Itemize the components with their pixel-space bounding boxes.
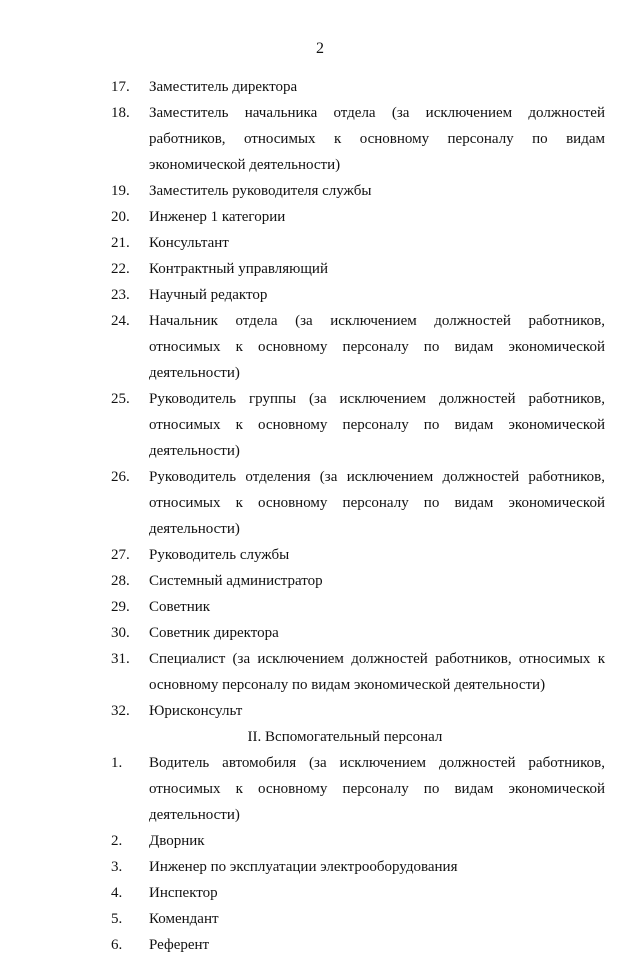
item-text: Контрактный управляющий xyxy=(149,261,328,277)
item-number: 23. xyxy=(111,287,130,303)
item-text: Заместитель руководителя службы xyxy=(149,183,372,199)
list-item xyxy=(73,282,605,308)
list-item xyxy=(73,698,605,724)
item-number: 27. xyxy=(111,547,130,563)
item-number: 17. xyxy=(111,79,130,95)
item-number: 19. xyxy=(111,183,130,199)
item-text: Референт xyxy=(149,937,210,953)
item-number: 21. xyxy=(111,235,130,251)
list-item xyxy=(73,880,605,906)
item-number: 1. xyxy=(111,755,123,771)
item-text: Руководитель отделения (за исключением должностей работников, относимых к основному персоналу по видам экономической деятельности) xyxy=(149,469,605,537)
list-item xyxy=(73,594,605,620)
list-item xyxy=(73,932,605,958)
item-text: Научный редактор xyxy=(149,287,268,303)
item-text: Инженер по эксплуатации электрооборудования xyxy=(149,859,458,875)
item-text: Начальник отдела (за исключением должностей работников, относимых к основному персоналу по видам экономической деятельности) xyxy=(149,313,605,381)
list-item xyxy=(73,386,605,464)
list-item xyxy=(73,854,605,880)
list-item xyxy=(73,256,605,282)
item-number: 31. xyxy=(111,651,130,667)
item-number: 28. xyxy=(111,573,130,589)
item-number: 2. xyxy=(111,833,123,849)
list-item xyxy=(73,178,605,204)
item-text: Советник xyxy=(149,599,211,615)
item-number: 18. xyxy=(111,105,130,121)
staff-list xyxy=(73,74,605,724)
item-text: Системный администратор xyxy=(149,573,323,589)
item-text: Инженер 1 категории xyxy=(149,209,286,225)
item-number: 20. xyxy=(111,209,130,225)
item-text: Заместитель директора xyxy=(149,79,298,95)
document-body xyxy=(73,74,605,958)
list-item xyxy=(73,204,605,230)
item-text: Советник директора xyxy=(149,625,279,641)
item-number: 30. xyxy=(111,625,130,641)
list-item xyxy=(73,230,605,256)
item-number: 4. xyxy=(111,885,123,901)
list-item xyxy=(73,620,605,646)
list-item xyxy=(73,308,605,386)
list-item xyxy=(73,74,605,100)
section-title: II. Вспомогательный персонал xyxy=(247,729,443,745)
list-item xyxy=(73,542,605,568)
item-text: Водитель автомобиля (за исключением должностей работников, относимых к основному персоналу по видам экономической деятельности) xyxy=(149,755,605,823)
item-number: 32. xyxy=(111,703,130,719)
item-text: Дворник xyxy=(149,833,205,849)
item-number: 6. xyxy=(111,937,123,953)
item-text: Юрисконсульт xyxy=(149,703,243,719)
item-text: Комендант xyxy=(149,911,219,927)
item-number: 5. xyxy=(111,911,123,927)
page-number: 2 xyxy=(316,40,324,57)
list-item xyxy=(73,750,605,828)
list-item xyxy=(73,646,605,698)
item-text: Специалист (за исключением должностей работников, относимых к основному персоналу по видам экономической деятельности) xyxy=(149,651,605,693)
item-text: Руководитель группы (за исключением должностей работников, относимых к основному персоналу по видам экономической деятельности) xyxy=(149,391,605,459)
auxiliary-staff-list xyxy=(73,750,605,958)
list-item xyxy=(73,828,605,854)
item-number: 22. xyxy=(111,261,130,277)
item-text: Заместитель начальника отдела (за исключением должностей работников, относимых к основному персоналу по видам экономической деятельности) xyxy=(149,105,605,173)
item-text: Руководитель службы xyxy=(149,547,290,563)
list-item xyxy=(73,464,605,542)
item-number: 26. xyxy=(111,469,130,485)
item-text: Инспектор xyxy=(149,885,218,901)
list-item xyxy=(73,100,605,178)
item-text: Консультант xyxy=(149,235,229,251)
item-number: 25. xyxy=(111,391,130,407)
item-number: 3. xyxy=(111,859,123,875)
item-number: 24. xyxy=(111,313,130,329)
item-number: 29. xyxy=(111,599,130,615)
list-item xyxy=(73,906,605,932)
list-item xyxy=(73,568,605,594)
